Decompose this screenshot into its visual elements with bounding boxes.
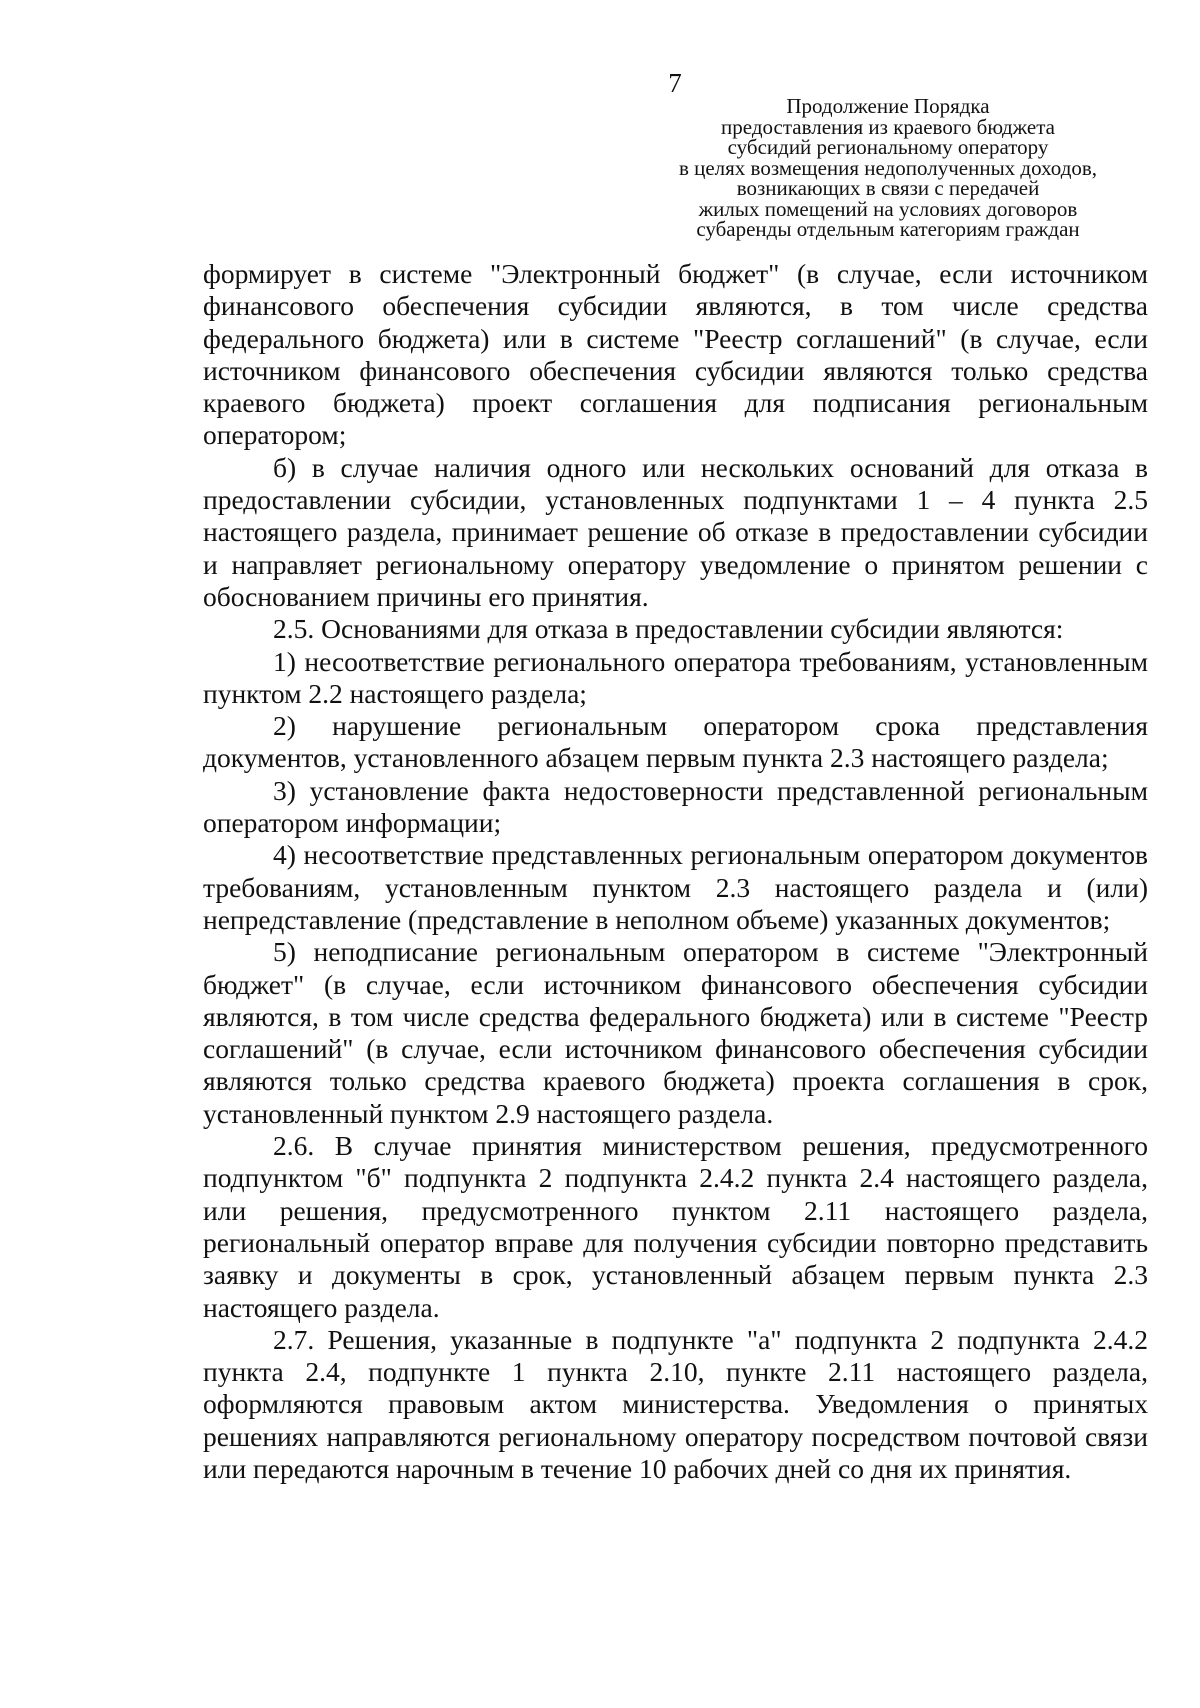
- header-line: жилых помещений на условиях договоров: [698, 196, 1078, 221]
- header-line: субсидий региональному оператору: [727, 135, 1049, 159]
- header-line: возникающих в связи с передачей: [736, 176, 1040, 200]
- header-line: субаренды отдельным категориям граждан: [696, 217, 1080, 241]
- paragraph-continuation: формирует в системе "Электронный бюджет" (в случае, если источником финансового обеспечения субсидии являются, в том числе средства федерального бюджета) или в системе "Реестр соглашений" (в случае, если источником финансового обеспечения субсидии являются только средства краевого бюджета) проект соглашения для подписания региональным оператором;: [203, 258, 1148, 451]
- document-body: [203, 258, 1148, 1485]
- paragraph-item-2: 2) нарушение региональным оператором срока представления документов, установленного абзацем первым пункта 2.3 настоящего раздела;: [203, 710, 1148, 774]
- document-header: [628, 96, 1148, 240]
- paragraph-item-5: 5) неподписание региональным оператором в системе "Электронный бюджет" (в случае, если источником финансового обеспечения субсидии являются, в том числе средства федерального бюджета) или в системе "Реестр соглашений" (в случае, если источником финансового обеспечения субсидии являются только средства краевого бюджета) проекта соглашения в срок, установленный пунктом 2.9 настоящего раздела.: [203, 936, 1148, 1129]
- header-line: предоставления из краевого бюджета: [721, 114, 1055, 139]
- paragraph-section-2-5: 2.5. Основаниями для отказа в предоставлении субсидии являются:: [273, 613, 1064, 645]
- paragraph-item-3: 3) установление факта недостоверности представленной региональным оператором информации;: [203, 774, 1148, 839]
- paragraph-section-2-6: 2.6. В случае принятия министерством решения, предусмотренного подпунктом "б" подпункта 2 подпункта 2.4.2 пункта 2.4 настоящего раздела, или решения, предусмотренного пунктом 2.11 настоящего раздела, региональный оператор вправе для получения субсидии повторно представить заявку и документы в срок, установленный абзацем первым пункта 2.3 настоящего раздела.: [203, 1130, 1148, 1323]
- paragraph-subitem-b: б) в случае наличия одного или нескольких оснований для отказа в предоставлении субсидии, установленных подпунктами 1 – 4 пункта 2.5 настоящего раздела, принимает решение об отказе в предоставлении субсидии и направляет региональному оператору уведомление о принятом решении с обоснованием причины его принятия.: [203, 451, 1148, 612]
- header-line: Продолжение Порядка: [786, 94, 990, 118]
- page-number: 7: [668, 68, 682, 98]
- header-line: в целях возмещения недополученных доходов,: [678, 155, 1098, 180]
- paragraph-item-4: 4) несоответствие представленных региональным оператором документов требованиям, установленным пунктом 2.3 настоящего раздела и (или) непредставление (представление в неполном объеме) указанных документов;: [203, 839, 1148, 935]
- paragraph-item-1: 1) несоответствие регионального оператора требованиям, установленным пунктом 2.2 настоящего раздела;: [203, 645, 1148, 709]
- paragraph-section-2-7: 2.7. Решения, указанные в подпункте "а" подпункта 2 подпункта 2.4.2 пункта 2.4, подпункте 1 пункта 2.10, пункте 2.11 настоящего раздела, оформляются правовым актом министерства. Уведомления о принятых решениях направляются региональному оператору посредством почтовой связи или передаются нарочным в течение 10 рабочих дней со дня их принятия.: [203, 1323, 1148, 1484]
